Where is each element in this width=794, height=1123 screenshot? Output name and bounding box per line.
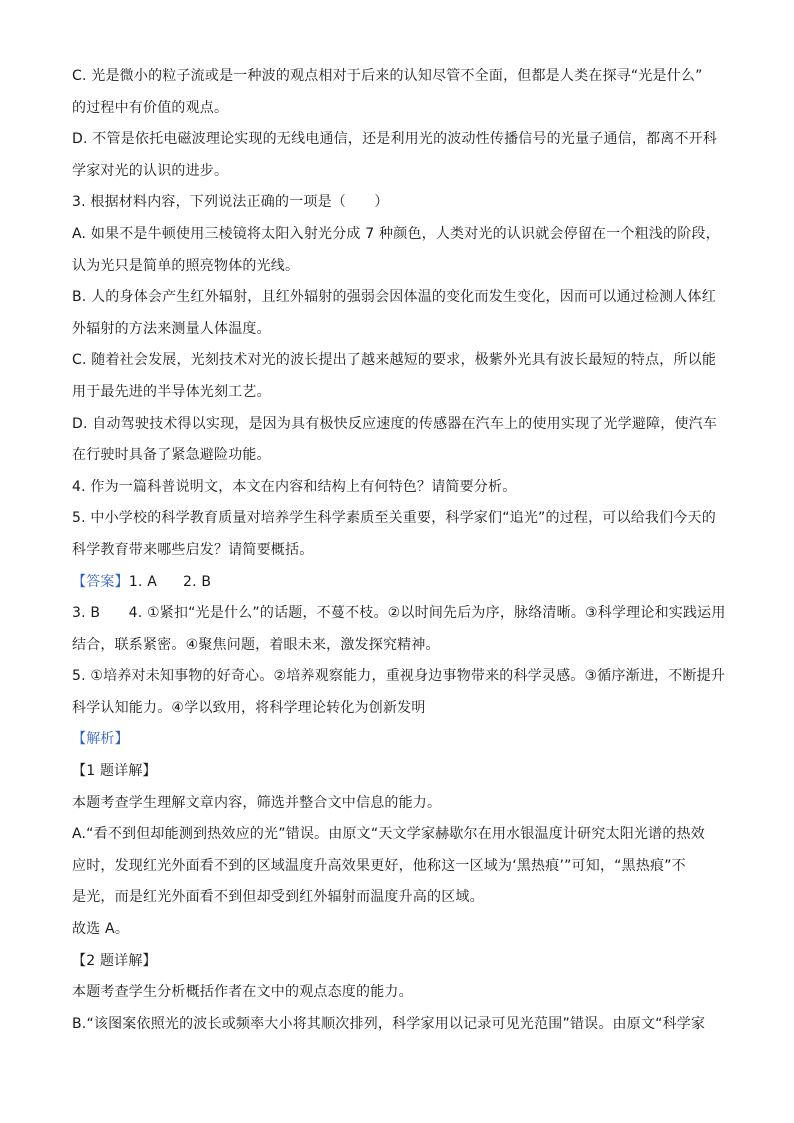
detail-1-text: 是光，而是红光外面看不到但却受到红外辐射而温度升高的区域。 [72, 889, 484, 906]
text-line: 学家对光的认识的进步。 [72, 162, 229, 179]
q3-option-a: A. 如果不是牛顿使用三棱镜将太阳入射光分成 7 种颜色，人类对光的认识就会停留在一个粗浅的阶段， [72, 225, 720, 242]
text-line-d-option: D. 不管是依托电磁波理论实现的无线电通信，还是利用光的波动性传播信号的光量子通信，都离不开科 [72, 131, 718, 148]
q3-option-d: D. 自动驾驶技术得以实现，是因为具有极快反应速度的传感器在汽车上的使用实现了光学避障，使汽车 [72, 415, 718, 432]
text-line: 用于最先进的半导体光刻工艺。 [72, 383, 271, 400]
question-5: 5. 中小学校的科学教育质量对培养学生科学素质至关重要，科学家们“追光”的过程，可以给我们今天的 [72, 510, 716, 527]
q3-option-b: B. 人的身体会产生红外辐射，且红外辐射的强弱会因体温的变化而发生变化，因而可以通过检测人体红 [72, 289, 716, 306]
answer-label: 【答案】 [72, 573, 129, 590]
text-line-c-option: C. 光是微小的粒子流或是一种波的观点相对于后来的认知尽管不全面，但都是人类在探寻“光是什么” [72, 68, 703, 84]
answer-text-line: 3. B 4. ①紧扣“光是什么”的话题，不蔓不枝。②以时间先后为序，脉络清晰。③科学理论和实践运用 [72, 605, 726, 622]
detail-2-title: 【2 题详解】 [72, 952, 157, 969]
detail-1-text: 故选 A。 [72, 921, 130, 938]
answer-1: 1. A [128, 573, 157, 590]
detail-1-text: 应时，发现红光外面看不到的区域温度升高效果更好，他称这一区域为‘黑热痕’”可知，“黑热痕”不 [72, 857, 686, 874]
text-line: 外辐射的方法来测量人体温度。 [72, 320, 271, 337]
detail-2-text: B.“该图案依照光的波长或频率大小将其顺次排列，科学家用以记录可见光范围”错误。由原文“科学家 [72, 1015, 706, 1032]
q3-option-c: C. 随着社会发展，光刻技术对光的波长提出了越来越短的要求，极紫外光具有波长最短的特点，所以能 [72, 352, 717, 369]
question-4: 4. 作为一篇科普说明文，本文在内容和结构上有何特色？请简要分析。 [72, 478, 517, 495]
document-page [72, 61, 726, 1040]
answer-text-line: 科学认知能力。④学以致用，将科学理论转化为创新发明 [72, 699, 426, 716]
detail-1-title: 【1 题详解】 [72, 763, 157, 780]
question-3: 3. 根据材料内容，下列说法正确的一项是（ ） [72, 194, 389, 211]
text-line: 在行驶时具备了紧急避险功能。 [72, 447, 271, 464]
analysis-label: 【解析】 [72, 731, 129, 748]
answer-text-line: 结合，联系紧密。④聚焦问题，着眼未来，激发探究精神。 [72, 636, 440, 653]
answer-text-line: 5. ①培养对未知事物的好奇心。②培养观察能力，重视身边事物带来的科学灵感。③循序渐进，不断提升 [72, 668, 726, 685]
answer-2: 2. B [183, 573, 212, 590]
detail-2-text: 本题考查学生分析概括作者在文中的观点态度的能力。 [72, 984, 413, 1001]
detail-1-text: A.“看不到但却能测到热效应的光”错误。由原文“天文学家赫歇尔在用水银温度计研究太阳光谱的热效 [72, 826, 705, 843]
text-line: 科学教育带来哪些启发？请简要概括。 [72, 541, 314, 558]
detail-1-text: 本题考查学生理解文章内容，筛选并整合文中信息的能力。 [72, 794, 442, 811]
answer-line [72, 567, 722, 599]
text-line: 认为光只是简单的照亮物体的光线。 [72, 257, 300, 274]
text-line: 的过程中有价值的观点。 [72, 99, 229, 116]
